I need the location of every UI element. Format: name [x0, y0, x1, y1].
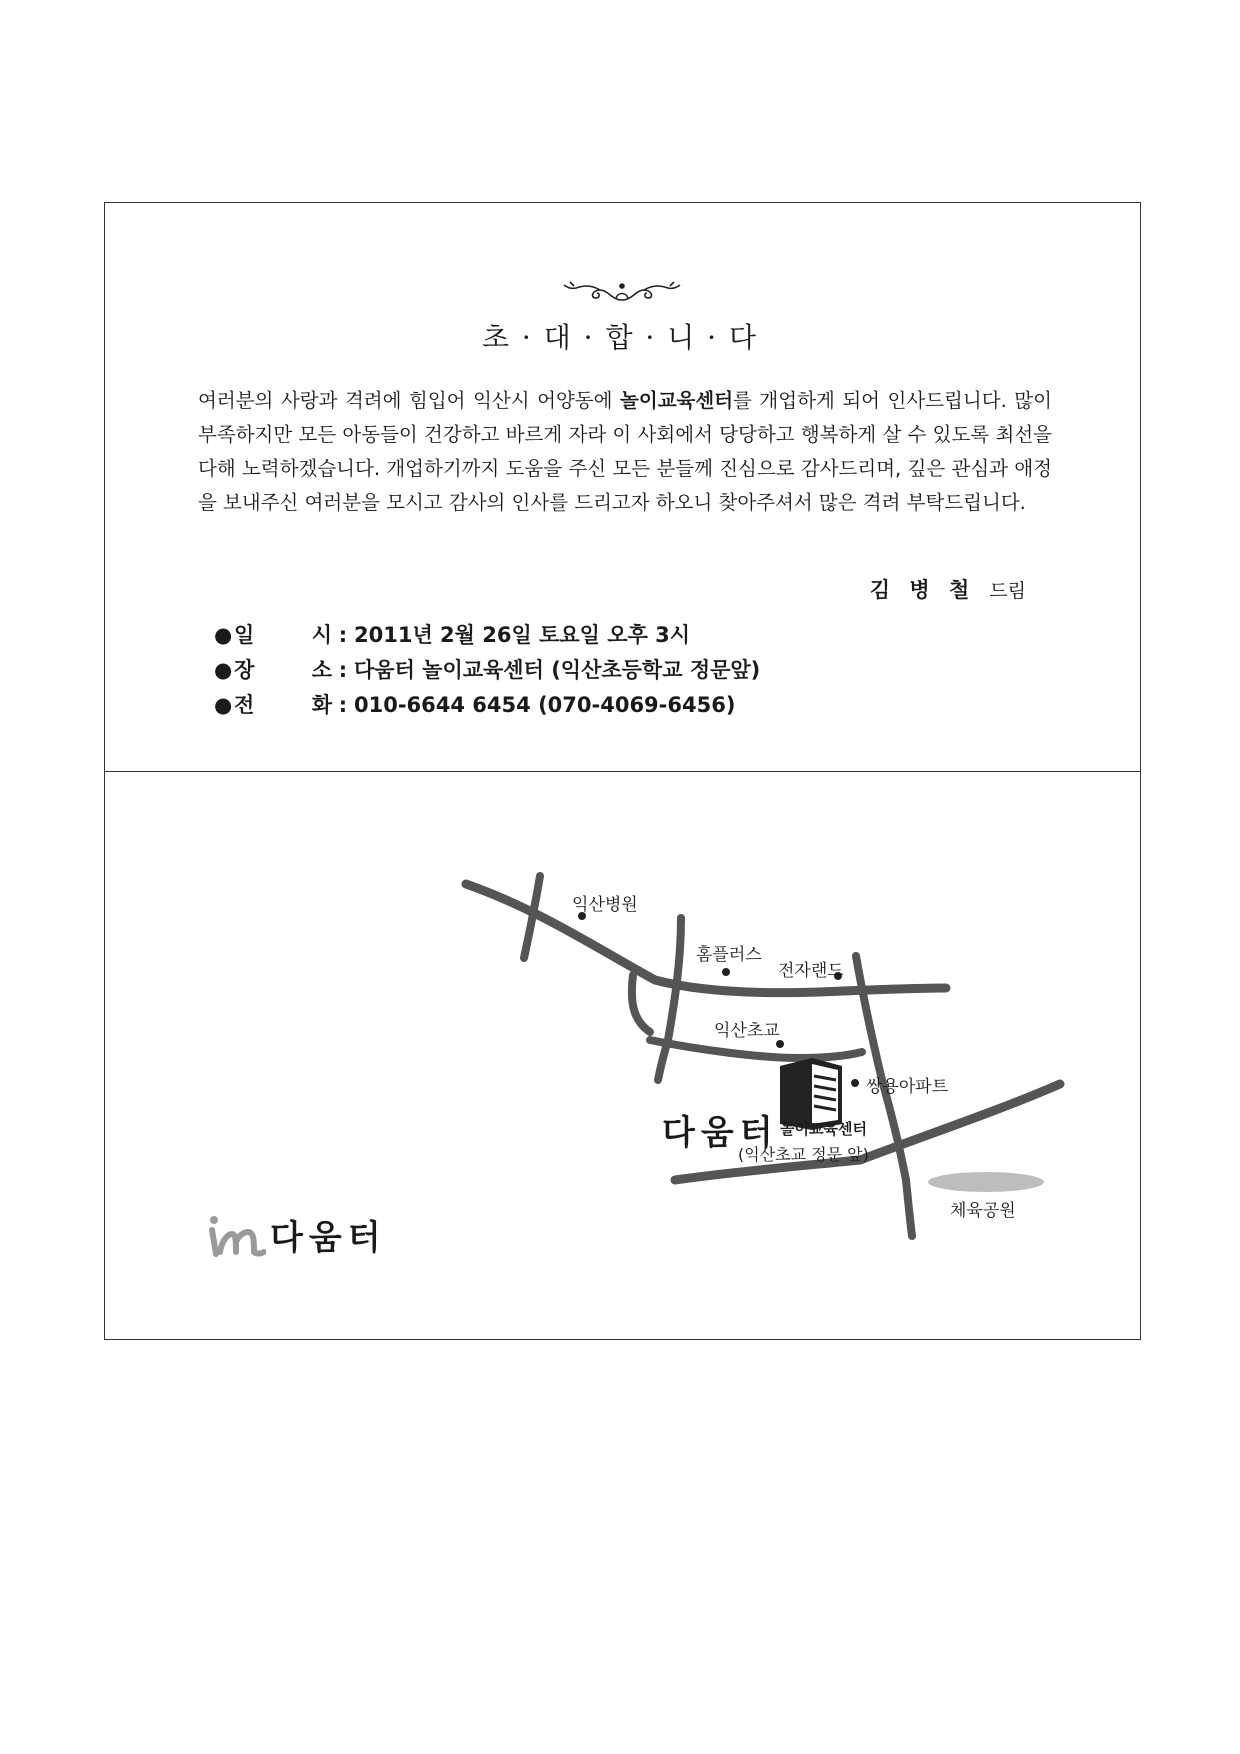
detail-value: 010-6644 6454 (070-4069-6456) [354, 693, 736, 717]
bullet-icon: ● [214, 623, 233, 647]
destination-name: 다움터 [662, 1113, 779, 1153]
bullet-icon: ● [214, 693, 233, 717]
landmark-park: 체육공원 [950, 1201, 1016, 1221]
company-logo [206, 1212, 387, 1258]
destination-subtitle: 놀이교육센터 [780, 1120, 867, 1138]
detail-label: 일 시 [234, 623, 332, 647]
logo-text: 다움터 [270, 1218, 387, 1258]
park-area [928, 1172, 1044, 1192]
road [650, 1040, 862, 1058]
destination-note: (익산초교 정문 앞) [738, 1145, 869, 1164]
road [658, 918, 681, 1080]
invitation-title: 초 · 대 · 합 · 니 · 다 [481, 321, 759, 354]
bullet-icon: ● [214, 658, 233, 682]
signer-name: 김 병 철 [869, 578, 976, 602]
road [632, 975, 650, 1032]
body-text-bold: 놀이교육센터 [620, 389, 734, 412]
landmark-hospital: 익산병원 [572, 895, 638, 915]
detail-row-datetime: ● 일 시 : 2011년 2월 26일 토요일 오후 3시 [214, 618, 760, 653]
detail-label: 장 소 [234, 658, 332, 682]
signer-suffix: 드림 [989, 580, 1026, 602]
landmark-apartment: 쌍용아파트 [866, 1077, 949, 1097]
landmark-school: 익산초교 [714, 1021, 780, 1041]
detail-value: 2011년 2월 26일 토요일 오후 3시 [354, 623, 691, 647]
landmark-electroland: 전자랜드 [778, 961, 844, 981]
body-text-start: 여러분의 사랑과 격려에 힘입어 익산시 어양동에 [198, 389, 621, 412]
detail-value: 다움터 놀이교육센터 (익산초등학교 정문앞) [354, 658, 761, 682]
logo-mark-icon [206, 1212, 266, 1258]
detail-row-phone: ● 전 화 : 010-6644 6454 (070-4069-6456) [214, 688, 760, 723]
landmark-homeplus: 홈플러스 [696, 945, 762, 965]
detail-row-place: ● 장 소 : 다움터 놀이교육센터 (익산초등학교 정문앞) [214, 653, 760, 688]
body-text-end: 를 개업하게 되어 인사드립니다. 많이 부족하지만 모든 아동들이 건강하고 바르게 자라 이 사회에서 당당하고 행복하게 살 수 있도록 최선을 다해 노력하겠습니다. 개업하기까지 도움을 주신 모든 분들께 진심으로 감사드리며, 깊은 관심과 애정을 보내주신 여러분을 모시고 감사의 인사를 드리고자 하오니 찾아주셔서 많은 격려 부탁드립니다. [198, 389, 1052, 514]
detail-label: 전 화 [234, 693, 332, 717]
